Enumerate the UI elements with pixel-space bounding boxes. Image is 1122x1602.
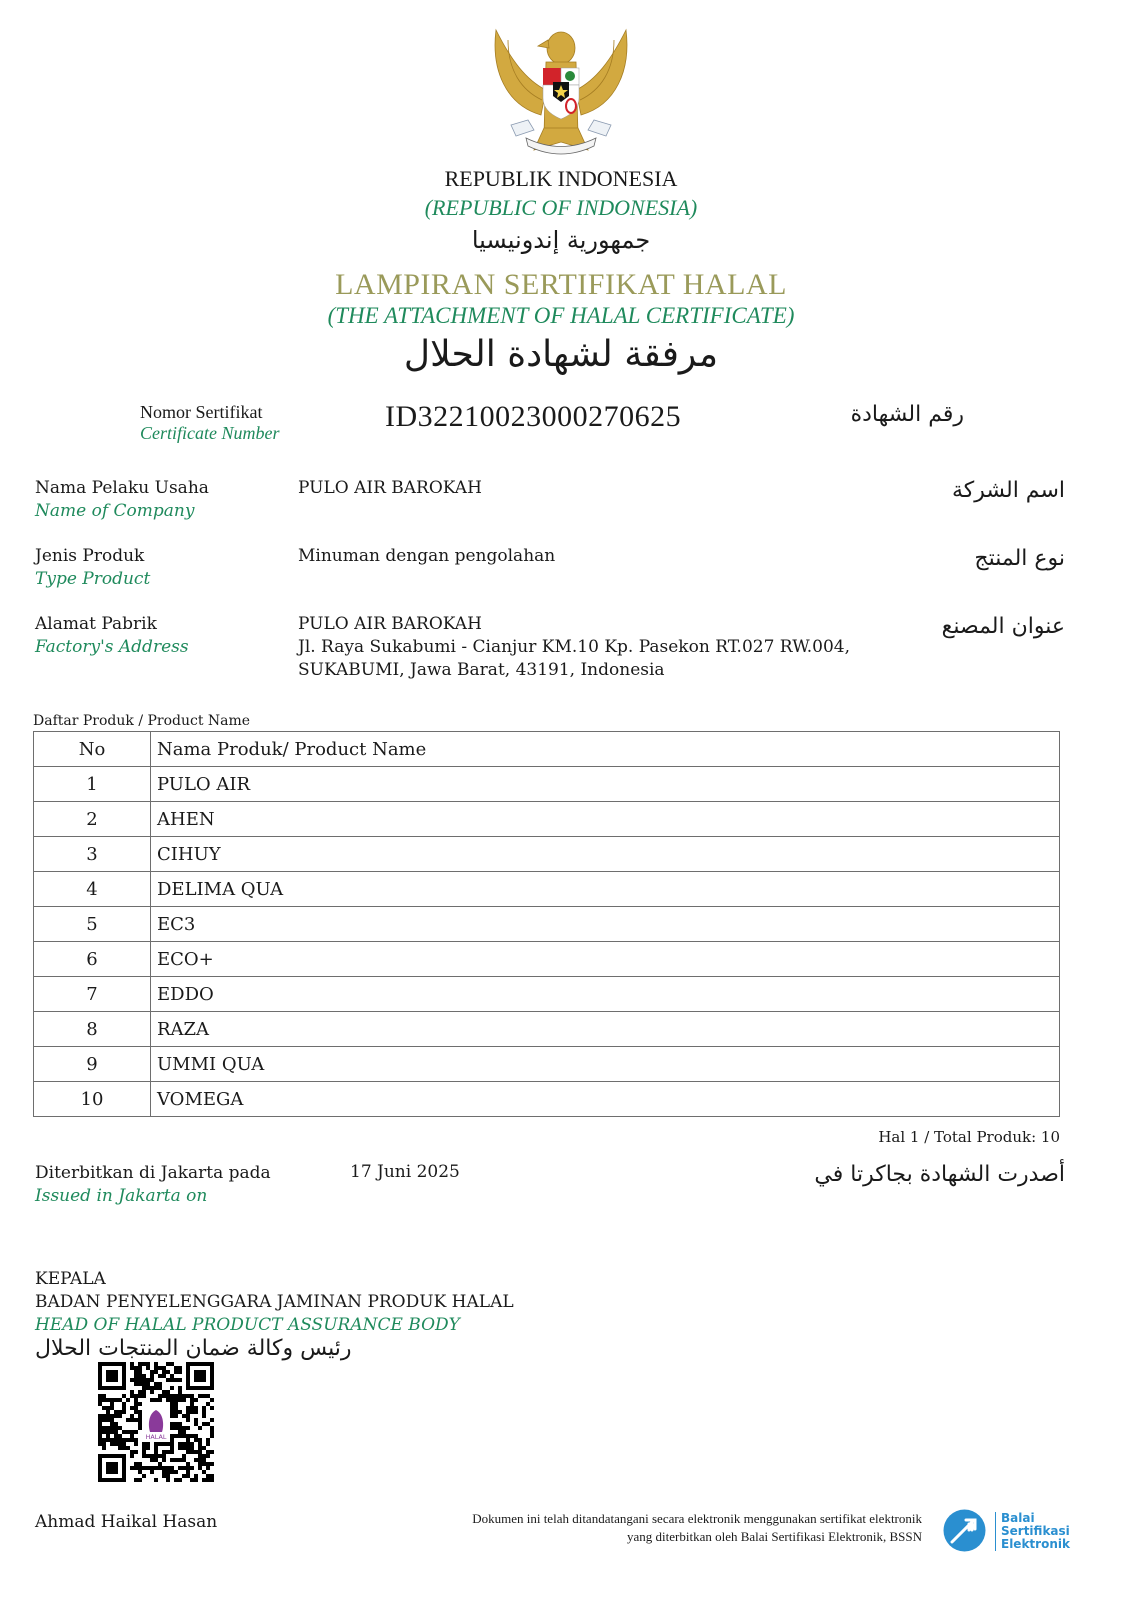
product-name: CIHUY (151, 837, 1060, 872)
country-name-id: REPUBLIK INDONESIA (444, 166, 678, 191)
issued-label (35, 1162, 271, 1208)
factory-address-label-ar: عنوان المصنع (941, 614, 1065, 639)
document-title-ar: مرفقة لشهادة الحلال (403, 334, 719, 375)
product-list-caption: Daftar Produk / Product Name (33, 713, 251, 729)
document-title-id: LAMPIRAN SERTIFIKAT HALAL (335, 268, 787, 301)
product-number: 7 (34, 977, 151, 1012)
esign-line-1: Dokumen ini telah ditandatangani secara elektronik menggunakan sertifikat elektronik (472, 1511, 922, 1526)
product-number: 10 (34, 1082, 151, 1117)
product-type: Minuman dengan pengolahan (298, 546, 556, 566)
factory-address-label-en: Factory's Address (35, 637, 189, 657)
bsre-text-line-3: Elektronik (1001, 1537, 1070, 1551)
product-number: 5 (34, 907, 151, 942)
issued-date: 17 Juni 2025 (350, 1162, 460, 1182)
table-row (34, 977, 1060, 1012)
factory-address-label-id: Alamat Pabrik (35, 614, 157, 634)
certificate-number-label-en: Certificate Number (140, 423, 280, 443)
page-info: Hal 1 / Total Produk: 10 (878, 1128, 1060, 1146)
product-type-label (35, 545, 150, 591)
table-row (34, 872, 1060, 907)
bsre-text-line-2: Sertifikasi (1001, 1524, 1070, 1538)
product-name: EDDO (151, 977, 1060, 1012)
product-number: 1 (34, 767, 151, 802)
signatory-title-en: HEAD OF HALAL PRODUCT ASSURANCE BODY (35, 1315, 460, 1335)
product-number: 8 (34, 1012, 151, 1047)
signatory-title-ar: رئيس وكالة ضمان المنتجات الحلال (35, 1336, 352, 1361)
signatory-title-line-1: KEPALA (35, 1269, 106, 1289)
issued-label-ar: أصدرت الشهادة بجاكرتا في (814, 1162, 1065, 1187)
company-value (298, 477, 482, 500)
signatory-title-line-2: BADAN PENYELENGGARA JAMINAN PRODUK HALAL (35, 1292, 514, 1312)
document-title-en: (THE ATTACHMENT OF HALAL CERTIFICATE) (327, 303, 795, 328)
table-row (34, 767, 1060, 802)
company-name: PULO AIR BAROKAH (298, 478, 482, 498)
product-number: 6 (34, 942, 151, 977)
product-name: ECO+ (151, 942, 1060, 977)
product-type-value (298, 545, 555, 568)
product-number: 9 (34, 1047, 151, 1082)
table-row (34, 1012, 1060, 1047)
factory-address-line-3: SUKABUMI, Jawa Barat, 43191, Indonesia (298, 660, 665, 680)
bsre-logo-text (995, 1512, 1070, 1551)
signatory-title (35, 1268, 514, 1337)
table-row (34, 1047, 1060, 1082)
certificate-number-label (140, 402, 279, 444)
factory-address-line-2: Jl. Raya Sukabumi - Cianjur KM.10 Kp. Pasekon RT.027 RW.004, (298, 637, 850, 657)
column-header-product-name: Nama Produk/ Product Name (151, 732, 1060, 767)
product-name: UMMI QUA (151, 1047, 1060, 1082)
company-label (35, 477, 209, 523)
column-header-no: No (34, 732, 151, 767)
signatory-name: Ahmad Haikal Hasan (35, 1512, 218, 1532)
issued-label-en: Issued in Jakarta on (35, 1186, 208, 1206)
company-label-id: Nama Pelaku Usaha (35, 478, 209, 498)
electronic-signature-note (472, 1510, 922, 1546)
halal-logo-text: HALAL (145, 1433, 167, 1442)
issued-label-id: Diterbitkan di Jakarta pada (35, 1163, 271, 1183)
product-name: DELIMA QUA (151, 872, 1060, 907)
table-row (34, 802, 1060, 837)
product-type-label-id: Jenis Produk (35, 546, 145, 566)
table-row (34, 837, 1060, 872)
certificate-number-label-ar: رقم الشهادة (850, 402, 964, 427)
factory-address-label (35, 613, 189, 659)
bsre-logo-icon (942, 1508, 987, 1553)
certificate-number: ID32210023000270625 (385, 400, 682, 433)
garuda-emblem (486, 10, 636, 162)
product-name: EC3 (151, 907, 1060, 942)
bsre-text-line-1: Balai (1001, 1511, 1035, 1525)
table-row (34, 1082, 1060, 1117)
company-label-ar: اسم الشركة (951, 478, 1065, 503)
product-number: 4 (34, 872, 151, 907)
product-name: AHEN (151, 802, 1060, 837)
table-row (34, 942, 1060, 977)
product-name: VOMEGA (151, 1082, 1060, 1117)
country-name-ar: جمهورية إندونيسيا (471, 226, 651, 254)
esign-line-2: yang diterbitkan oleh Balai Sertifikasi Elektronik, BSSN (627, 1529, 922, 1544)
table-header-row (34, 732, 1060, 767)
product-type-label-en: Type Product (35, 569, 151, 589)
country-name-en: (REPUBLIC OF INDONESIA) (424, 195, 698, 220)
certificate-number-label-id: Nomor Sertifikat (140, 402, 263, 422)
product-table (33, 731, 1060, 1117)
product-type-label-ar: نوع المنتج (974, 546, 1065, 571)
factory-address-value (298, 613, 850, 682)
product-number: 3 (34, 837, 151, 872)
table-row (34, 907, 1060, 942)
product-number: 2 (34, 802, 151, 837)
product-name: RAZA (151, 1012, 1060, 1047)
factory-address-line-1: PULO AIR BAROKAH (298, 614, 482, 634)
qr-code[interactable] (98, 1362, 214, 1482)
company-label-en: Name of Company (35, 501, 195, 521)
product-name: PULO AIR (151, 767, 1060, 802)
